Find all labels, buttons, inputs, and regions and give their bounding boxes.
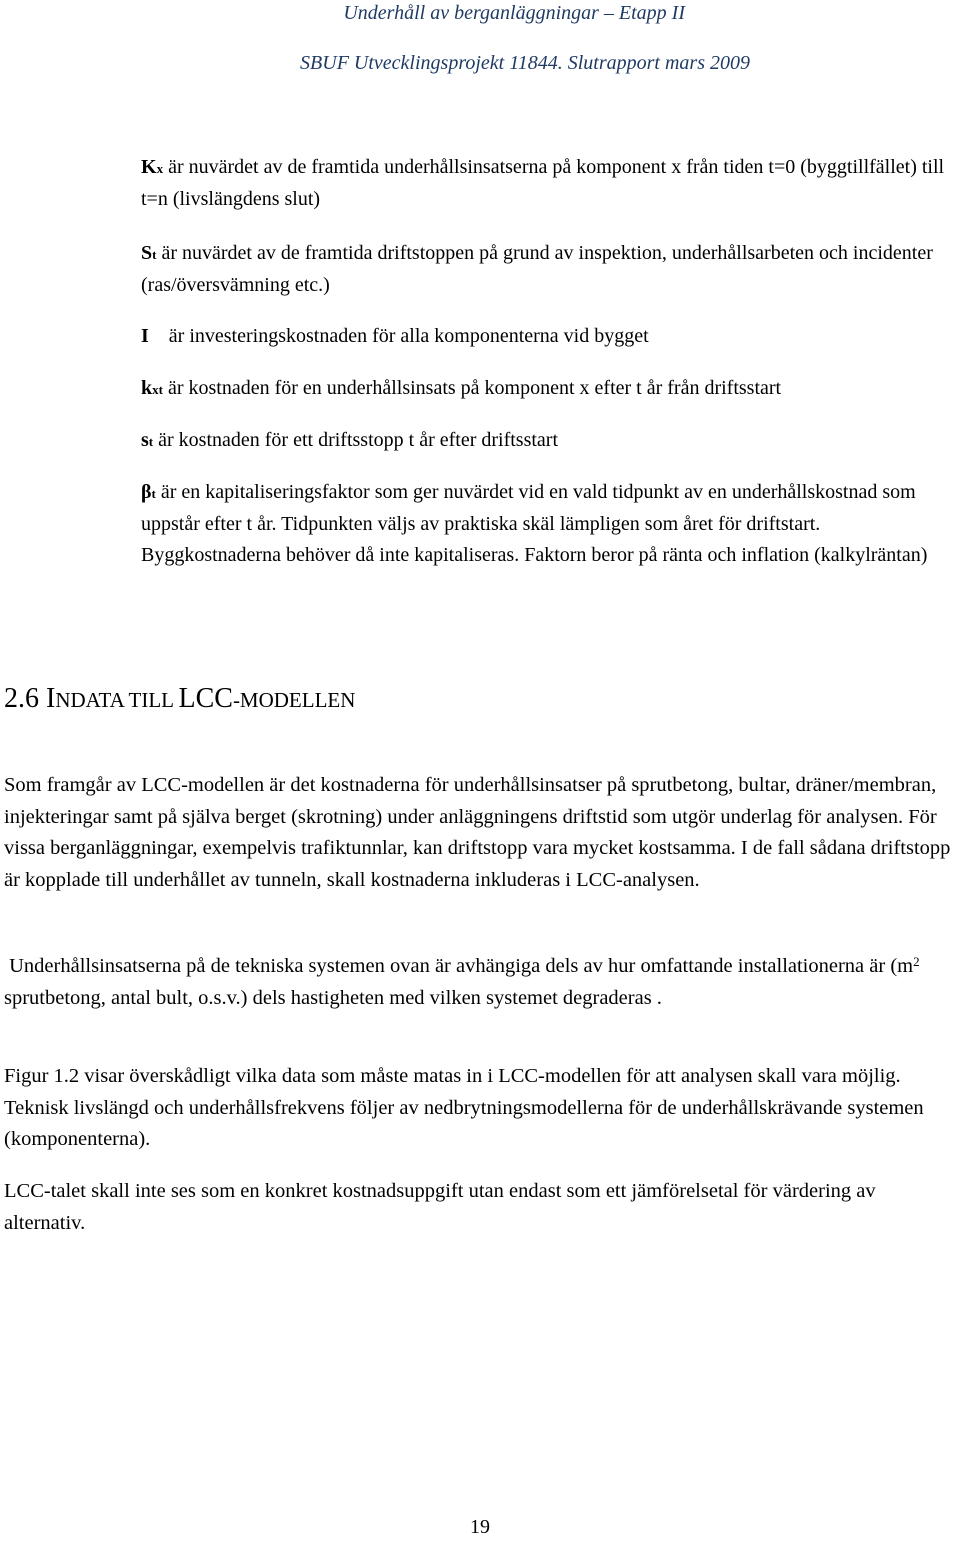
header-subtitle: SBUF Utvecklingsprojekt 11844. Slutrapport mars 2009 bbox=[300, 52, 750, 74]
definition-text: är nuvärdet av de framtida underhållsinsatserna på komponent x från tiden t=0 (byggtillfället) till t=n (livslängdens slut) bbox=[141, 156, 945, 210]
definition-text: är investeringskostnaden för alla komponenterna vid bygget bbox=[148, 325, 649, 347]
page-number: 19 bbox=[470, 1516, 490, 1538]
paragraph-figure-reference: Figur 1.2 visar överskådligt vilka data som måste matas in i LCC-modellen för att analysen skall vara möjlig. Teknisk livslängd och underhållsfrekvens följer av nedbrytningsmodellerna för de underhållskrävande systemen (komponenterna). bbox=[4, 1065, 924, 1150]
definition-kxt bbox=[141, 373, 956, 405]
definition-symbol: k bbox=[141, 377, 153, 399]
definition-text: är en kapitaliseringsfaktor som ger nuvärdet vid en vald tidpunkt av en underhållskostnad som uppstår efter t år. Tidpunkten väljs av praktiska skäl lämpligen som året för driftstart. Byggkostnaderna behöver då inte kapitaliseras. Faktorn beror på ränta och inflation (kalkylräntan) bbox=[141, 481, 928, 566]
section-title-acronym: LCC bbox=[178, 683, 233, 714]
section-title-rest: NDATA TILL bbox=[55, 688, 179, 712]
definition-kx bbox=[141, 152, 956, 215]
definition-symbol: s bbox=[141, 429, 149, 451]
paragraph-maintenance-dependency bbox=[4, 946, 954, 1014]
paragraph-lcc-basis: Som framgår av LCC-modellen är det kostnaderna för underhållsinsatser på sprutbetong, bultar, dräner/membran, injekteringar samt på själva berget (skrotning) under anläggningens driftstid som utgör underlag för analysen. För vissa berganläggningar, exempelvis trafiktunnlar, kan driftstopp vara mycket kostsamma. I de fall sådana driftstopp är kopplade till underhållet av tunneln, skall kostnaderna inkluderas i LCC-analysen. bbox=[4, 774, 951, 891]
header-title: Underhåll av berganläggningar – Etapp II bbox=[343, 2, 685, 24]
definition-symbol: K bbox=[141, 156, 157, 178]
definition-subscript: t bbox=[148, 434, 154, 449]
definition-i bbox=[141, 321, 956, 352]
definition-symbol: β bbox=[141, 481, 152, 503]
section-title-initial: I bbox=[46, 683, 56, 714]
definition-beta bbox=[141, 477, 956, 571]
definition-st-lower bbox=[141, 425, 956, 457]
section-title-suffix: -MODELLEN bbox=[232, 688, 356, 712]
definition-symbol: I bbox=[141, 325, 149, 347]
definition-subscript: t bbox=[152, 247, 157, 262]
paragraph-text: Underhållsinsatserna på de tekniska systemen ovan är avhängiga dels av hur omfattande installationerna är (m bbox=[4, 955, 914, 977]
paragraph-text: sprutbetong, antal bult, o.s.v.) dels hastigheten med vilken systemet degraderas . bbox=[4, 986, 662, 1009]
definition-text: är kostnaden för ett driftsstopp t år efter driftsstart bbox=[153, 429, 559, 451]
definition-text: är nuvärdet av de framtida driftstoppen på grund av inspektion, underhållsarbeten och incidenter (ras/översvämning etc.) bbox=[141, 242, 933, 296]
definition-text: är kostnaden för en underhållsinsats på komponent x efter t år från driftsstart bbox=[162, 377, 782, 399]
definition-st bbox=[141, 238, 956, 301]
superscript: 2 bbox=[913, 954, 920, 969]
section-number: 2.6 bbox=[4, 683, 39, 714]
definition-subscript: xt bbox=[152, 382, 163, 397]
definition-subscript: x bbox=[156, 161, 164, 176]
paragraph-lcc-number: LCC-talet skall inte ses som en konkret kostnadsuppgift utan endast som ett jämförelsetal för värdering av alternativ. bbox=[4, 1180, 876, 1234]
section-heading bbox=[4, 683, 355, 715]
definition-symbol: S bbox=[141, 242, 153, 264]
definition-subscript: t bbox=[151, 486, 156, 501]
